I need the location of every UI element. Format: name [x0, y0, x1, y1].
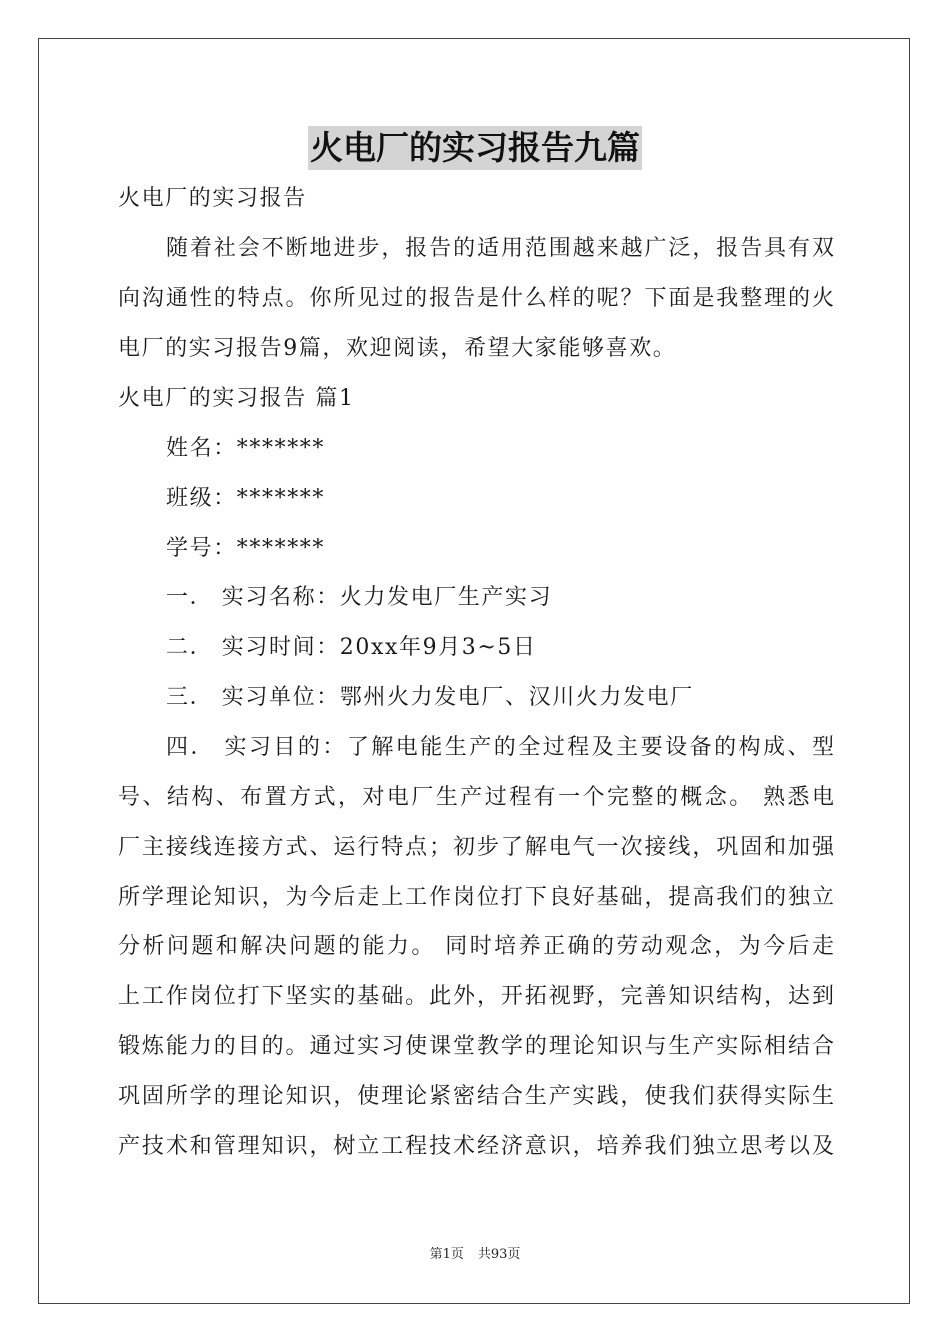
page-footer	[0, 1246, 950, 1264]
item-practice-time: 二． 实习时间：20xx年9月3~5日	[166, 635, 537, 660]
intro-line: 电厂的实习报告9篇，欢迎阅读，希望大家能够喜欢。	[118, 336, 677, 361]
section-heading: 火电厂的实习报告 篇1	[118, 386, 355, 411]
page-number: 第1页	[429, 1247, 464, 1262]
purpose-line: 锻炼能力的目的。通过实习使课堂教学的理论知识与生产实际相结合	[118, 1034, 834, 1059]
document-title: 火电厂的实习报告九篇	[308, 126, 642, 170]
field-class: 班级：*******	[166, 486, 326, 511]
purpose-line: 厂主接线连接方式、运行特点；初步了解电气一次接线，巩固和加强	[118, 835, 834, 860]
item-practice-unit: 三． 实习单位：鄂州火力发电厂、汉川火力发电厂	[166, 685, 694, 710]
purpose-line: 分析问题和解决问题的能力。 同时培养正确的劳动观念，为今后走	[118, 934, 834, 959]
item-practice-name: 一． 实习名称：火力发电厂生产实习	[166, 585, 553, 610]
page-border	[38, 38, 910, 1304]
field-name: 姓名：*******	[166, 436, 326, 461]
intro-line: 向沟通性的特点。你所见过的报告是什么样的呢？下面是我整理的火	[118, 286, 834, 311]
intro-line: 随着社会不断地进步，报告的适用范围越来越广泛，报告具有双	[166, 236, 834, 261]
title-container	[0, 126, 950, 170]
subtitle: 火电厂的实习报告	[118, 186, 307, 211]
purpose-line: 巩固所学的理论知识，使理论紧密结合生产实践，使我们获得实际生	[118, 1084, 834, 1109]
purpose-line: 号、结构、布置方式，对电厂生产过程有一个完整的概念。 熟悉电	[118, 785, 834, 810]
field-student-id: 学号：*******	[166, 536, 326, 561]
page-total: 共93页	[477, 1247, 521, 1262]
purpose-line: 所学理论知识，为今后走上工作岗位打下良好基础，提高我们的独立	[118, 885, 834, 910]
purpose-line: 四． 实习目的：了解电能生产的全过程及主要设备的构成、型	[166, 735, 834, 760]
purpose-line: 上工作岗位打下坚实的基础。此外，开拓视野，完善知识结构，达到	[118, 984, 834, 1009]
purpose-line: 产技术和管理知识，树立工程技术经济意识，培养我们独立思考以及	[118, 1134, 834, 1159]
